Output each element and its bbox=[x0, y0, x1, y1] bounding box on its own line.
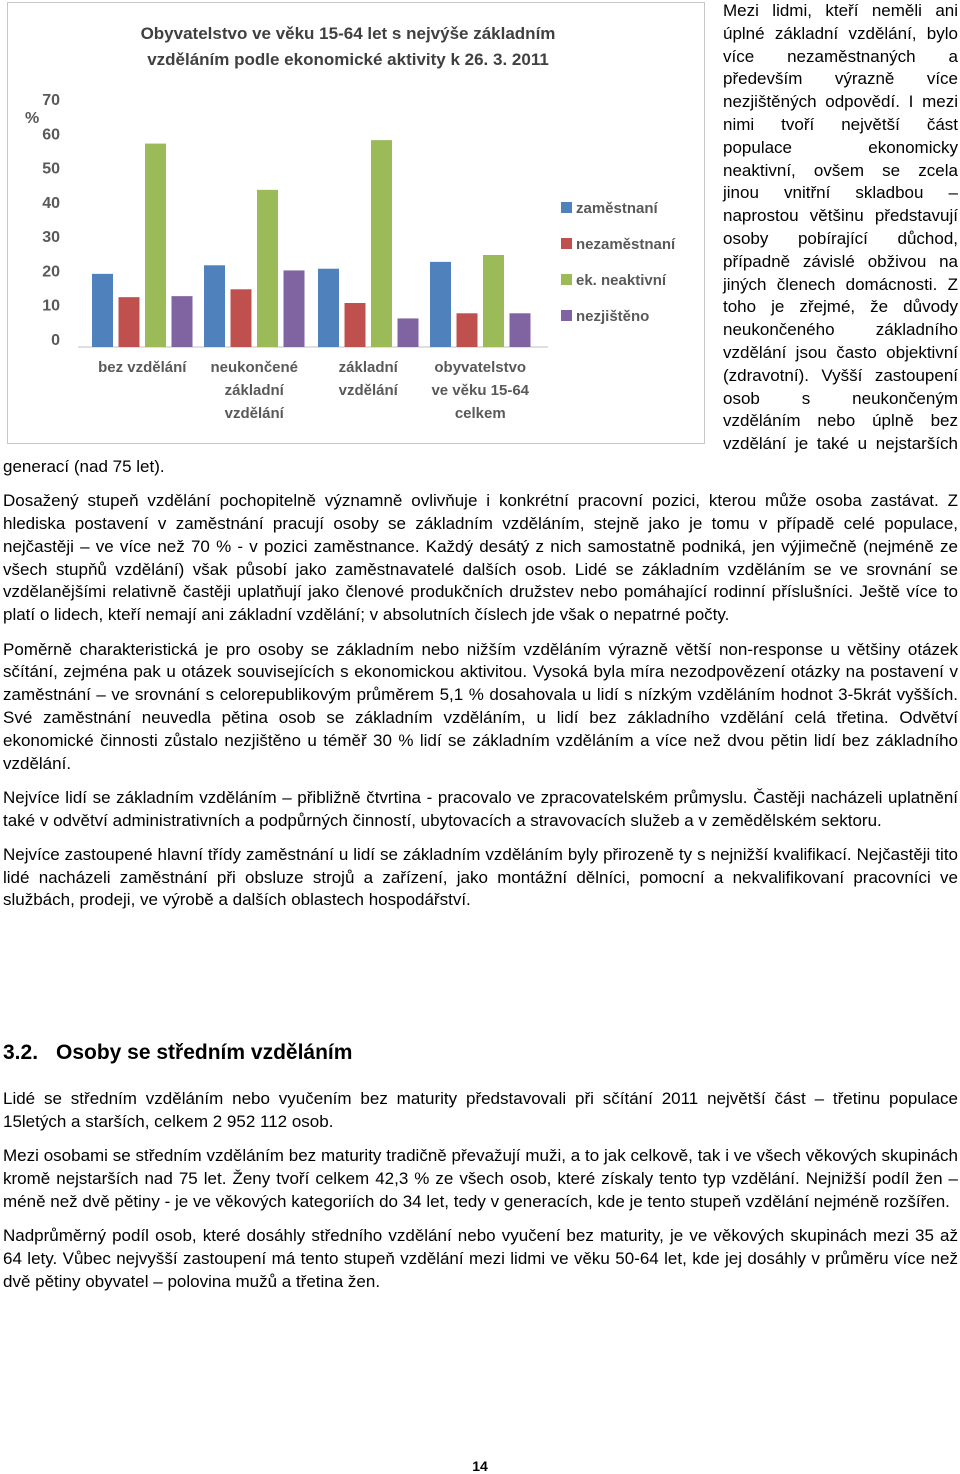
section-content bbox=[3, 1088, 958, 1305]
paragraph-6: Lidé se středním vzděláním nebo vyučením bez maturity představovali při sčítání 2011 největší část – třetinu populace 15letých a starších, celkem 2 952 112 osob. bbox=[3, 1089, 958, 1131]
category-label: vzdělání bbox=[224, 405, 284, 422]
page-number: 14 bbox=[472, 1458, 488, 1474]
bar bbox=[172, 296, 193, 347]
legend-label: nezaměstnaní bbox=[576, 236, 676, 253]
category-label: celkem bbox=[454, 405, 506, 422]
bar bbox=[398, 318, 419, 347]
legend-swatch bbox=[561, 274, 572, 285]
top-content bbox=[3, 0, 958, 924]
paragraph-3: Poměrně charakteristická je pro osoby se základním nebo nižším vzděláním výrazně větší non-response u většiny otázek sčítání, zejména pak u otázek souvisejících s ekonomickou aktivitou. Vysoká byla míra nezodpovězení otázky na postavení v zaměstnání – ve srovnání s celorepublikovým průměrem 5,1 % dosahovala u lidí s nízkým vzděláním hodnot 3-5krát vyšších. Své zaměstnání neuvedla pětina osob se základním vzděláním, u lidí bez základního vzdělání celá třetina. Odvětví ekonomické činnosti zůstalo nezjištěno u téměř 30 % lidí se základním vzděláním a více než dvou pětin lidí bez základního vzdělání. bbox=[3, 639, 958, 773]
chart-svg bbox=[8, 3, 704, 443]
bar bbox=[231, 289, 252, 347]
bar bbox=[510, 313, 531, 347]
section-heading bbox=[3, 1041, 352, 1065]
y-tick-label: 30 bbox=[42, 229, 60, 247]
category-label: bez vzdělání bbox=[98, 359, 187, 376]
chart-title-line: vzděláním podle ekonomické aktivity k 26. 3. 2011 bbox=[147, 50, 549, 69]
bar bbox=[345, 303, 366, 347]
bar bbox=[483, 255, 504, 347]
bar bbox=[457, 313, 478, 347]
bar bbox=[318, 269, 339, 347]
bar-chart bbox=[7, 2, 705, 444]
category-label: základní bbox=[338, 359, 398, 376]
bar bbox=[119, 297, 140, 347]
bar bbox=[284, 270, 305, 347]
y-tick-label: 60 bbox=[42, 126, 60, 144]
bar bbox=[257, 190, 278, 347]
y-tick-label: 70 bbox=[42, 92, 60, 109]
legend-label: nezjištěno bbox=[576, 308, 650, 325]
y-tick-label: 20 bbox=[42, 263, 60, 281]
section-number: 3.2. bbox=[3, 1041, 39, 1064]
category-label: neukončené bbox=[210, 359, 299, 376]
bar bbox=[430, 262, 451, 347]
legend-label: ek. neaktivní bbox=[576, 272, 667, 289]
bar bbox=[204, 265, 225, 347]
chart-title-line: Obyvatelstvo ve věku 15-64 let s nejvýše základním bbox=[140, 24, 556, 43]
legend-swatch bbox=[561, 202, 572, 213]
paragraph-1: Mezi lidmi, kteří neměli ani úplné základní vzdělání, bylo více nezaměstnaných a především výrazně více nezjištěných odpovědí. I mezi nimi tvoří největší část populace ekonomicky neaktivní, ovšem se zcela jinou vnitřní skladbou – naprostou většinu představují osoby pobírající důchod, případně závislé obživou na jiných členech domácnosti. Z toho je zřejmé, že důvody neukončeného základního vzdělání jsou často objektivní (zdravotní). Vyšší zastoupení osob s neukončeným vzděláním nebo úplně bez vzdělání je také u nejstarších generací (nad 75 let). bbox=[3, 1, 958, 476]
category-label: základní bbox=[224, 382, 284, 399]
category-label: obyvatelstvo bbox=[434, 359, 527, 376]
bar bbox=[145, 144, 166, 347]
y-tick-label: 10 bbox=[42, 297, 60, 315]
category-label: ve věku 15-64 bbox=[431, 382, 530, 399]
paragraph-5: Nejvíce zastoupené hlavní třídy zaměstnání u lidí se základním vzděláním byly přirozeně ty s nejnižší kvalifikací. Nejčastěji tito lidé nacházeli zaměstnání při obsluze strojů a zařízení, jako montážní dělníci, pomocní a nekvalifikovaní pracovníci ve službách, prodeji, ve výrobě a dalších oblastech hospodářství. bbox=[3, 844, 958, 910]
paragraph-8: Nadprůměrný podíl osob, které dosáhly středního vzdělání nebo vyučení bez maturity, je ve věkových skupinách mezi 35 až 64 lety. Vůbec nejvyšší zastoupení má tento stupeň vzdělání mezi lidmi ve věku 50-64 let, kde jej dosáhly v průměru více než dvě pětiny obyvatel – polovina mužů a třetina žen. bbox=[3, 1225, 958, 1291]
paragraph-4: Nejvíce lidí se základním vzděláním – přibližně čtvrtina - pracovalo ve zpracovatelském průmyslu. Častěji nacházeli uplatnění také v odvětví administrativních a podpůrných činností, ubytovacích a stravovacích služeb a v zemědělském sektoru. bbox=[3, 787, 958, 830]
section-title: Osoby se středním vzděláním bbox=[56, 1041, 353, 1064]
y-tick-label: 0 bbox=[51, 332, 60, 349]
legend-swatch bbox=[561, 310, 572, 321]
y-axis-label: % bbox=[25, 110, 40, 127]
legend-swatch bbox=[561, 238, 572, 249]
y-tick-label: 40 bbox=[42, 194, 60, 212]
paragraph-7: Mezi osobami se středním vzděláním bez maturity tradičně převažují muži, a to jak celkově, tak i ve všech věkových skupinách kromě nejstarších nad 75 let. Ženy tvoří celkem 42,3 % ze všech osob, které získaly tento typ vzdělání. Nejnižší podíl žen – méně než dvě pětiny - je ve věkových kategoriích do 34 let, tedy v generacích, kde je tento stupeň vzdělání nejméně rozšířen. bbox=[3, 1146, 958, 1211]
y-tick-label: 50 bbox=[42, 160, 60, 178]
legend-label: zaměstnaní bbox=[576, 200, 658, 217]
category-label: vzdělání bbox=[338, 382, 398, 399]
paragraph-2: Dosažený stupeň vzdělání pochopitelně významně ovlivňuje i konkrétní pracovní pozici, kterou může osoba zastávat. Z hlediska postavení v zaměstnání pracují osoby se základním vzděláním, stejně jako je tomu v případě celé populace, nejčastěji – ve více než 70 % - v pozici zaměstnance. Každý desátý z nich samostatně podniká, jen výjimečně (nejméně ze všech stupňů vzdělání) však působí jako zaměstnavatelé dalších osob. Lidé se základním vzděláním se ve srovnání se vzdělanějšími relativně častěji uplatňují jako členové produkčních družstev nebo pomáhající rodinní příslušníci. Ještě více to platí o lidech, kteří nemají ani základní vzdělání; v absolutních číslech jde však o nepatrné počty. bbox=[3, 491, 958, 625]
bar bbox=[92, 274, 113, 347]
bar bbox=[371, 140, 392, 347]
